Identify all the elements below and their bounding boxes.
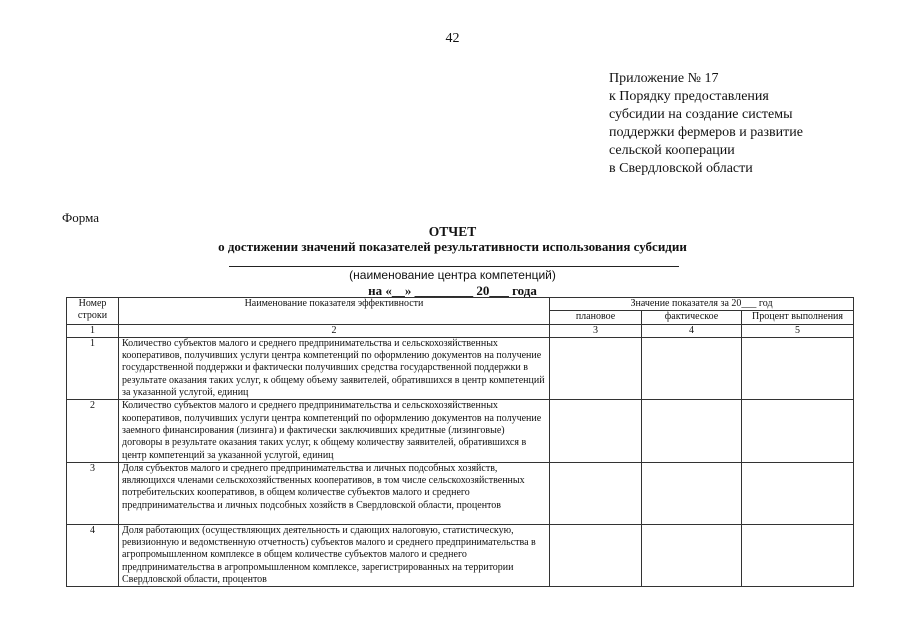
form-label: Форма xyxy=(62,210,99,225)
report-table xyxy=(66,297,854,587)
column-number: 2 xyxy=(119,324,550,337)
header-indicator-name: Наименование показателя эффективности xyxy=(119,298,550,325)
column-number: 5 xyxy=(742,324,854,337)
header-row-number: Номер строки xyxy=(67,298,119,325)
report-subtitle: о достижении значений показателей результативности использования субсидии xyxy=(218,239,687,254)
appendix-block xyxy=(609,70,889,178)
column-number-row xyxy=(67,324,854,337)
appendix-line: Приложение № 17 xyxy=(609,71,719,86)
appendix-line: сельской кооперации xyxy=(609,143,735,158)
header-value-group: Значение показателя за 20___ год xyxy=(550,298,854,311)
indicator-text: Количество субъектов малого и среднего предпринимательства и сельскохозяйственных кооперативов, получивших услуги центра компетенций по оформлению документов на получение заемного финансирования (лизинга) и фактически заключивших кредитные (лизинговые) договоры в результате оказания таких услуг, к общему количеству заявителей, обратившихся в центр компетенций за указанной услугой, единиц xyxy=(119,400,550,462)
name-hint xyxy=(0,268,905,282)
percent-cell[interactable] xyxy=(742,400,854,462)
report-title: ОТЧЕТ xyxy=(428,224,477,239)
table-row xyxy=(67,400,854,462)
table-row xyxy=(67,462,854,524)
table-row xyxy=(67,524,854,586)
actual-cell[interactable] xyxy=(642,462,742,524)
indicator-text: Количество субъектов малого и среднего предпринимательства и сельскохозяйственных кооперативов, получивших услуги центра компетенций по оформлению документов на получение государственной поддержки и фактически получивших средства государственной поддержки в результате оказания таких услуг, к общему объему заявителей, обратившихся в центр компетенций за указанной услугой, единиц xyxy=(119,337,550,399)
row-number: 2 xyxy=(67,400,119,462)
planned-cell[interactable] xyxy=(550,400,642,462)
row-number: 1 xyxy=(67,337,119,399)
header-planned: плановое xyxy=(550,311,642,324)
header-percent: Процент выполнения xyxy=(742,311,854,324)
row-number: 3 xyxy=(67,462,119,524)
planned-cell[interactable] xyxy=(550,462,642,524)
actual-cell[interactable] xyxy=(642,337,742,399)
appendix-line: к Порядку предоставления xyxy=(609,89,769,104)
page-number: 42 xyxy=(445,31,460,46)
actual-cell[interactable] xyxy=(642,524,742,586)
appendix-line: поддержки фермеров и развитие xyxy=(609,125,803,140)
name-fill-line xyxy=(229,266,679,267)
planned-cell[interactable] xyxy=(550,524,642,586)
header-row xyxy=(67,298,854,311)
column-number: 4 xyxy=(642,324,742,337)
percent-cell[interactable] xyxy=(742,524,854,586)
name-hint-text: (наименование центра компетенций) xyxy=(349,268,556,282)
column-number: 1 xyxy=(67,324,119,337)
header-actual: фактическое xyxy=(642,311,742,324)
date-line: на «__» _________ 20___ года xyxy=(368,283,537,298)
percent-cell[interactable] xyxy=(742,462,854,524)
row-number: 4 xyxy=(67,524,119,586)
table-row xyxy=(67,337,854,399)
appendix-line: субсидии на создание системы xyxy=(609,107,793,122)
actual-cell[interactable] xyxy=(642,400,742,462)
indicator-text: Доля субъектов малого и среднего предпринимательства и личных подсобных хозяйств, являющихся членами сельскохозяйственных кооперативов, в том числе сельскохозяйственных потребительских кооперативов, в общем количестве субъектов малого и среднего предпринимательства и личных подсобных хозяйств в Свердловской области, процентов xyxy=(119,462,550,524)
percent-cell[interactable] xyxy=(742,337,854,399)
column-number: 3 xyxy=(550,324,642,337)
indicator-text: Доля работающих (осуществляющих деятельность и сдающих налоговую, статистическую, ревизионную и ведомственную отчетность) субъектов малого и среднего предпринимательства в агропромышленном комплексе в общем количестве субъектов малого и среднего предпринимательства в агропромышленном комплексе, зарегистрированных на территории Свердловской области, процентов xyxy=(119,524,550,586)
appendix-line: в Свердловской области xyxy=(609,161,753,176)
planned-cell[interactable] xyxy=(550,337,642,399)
